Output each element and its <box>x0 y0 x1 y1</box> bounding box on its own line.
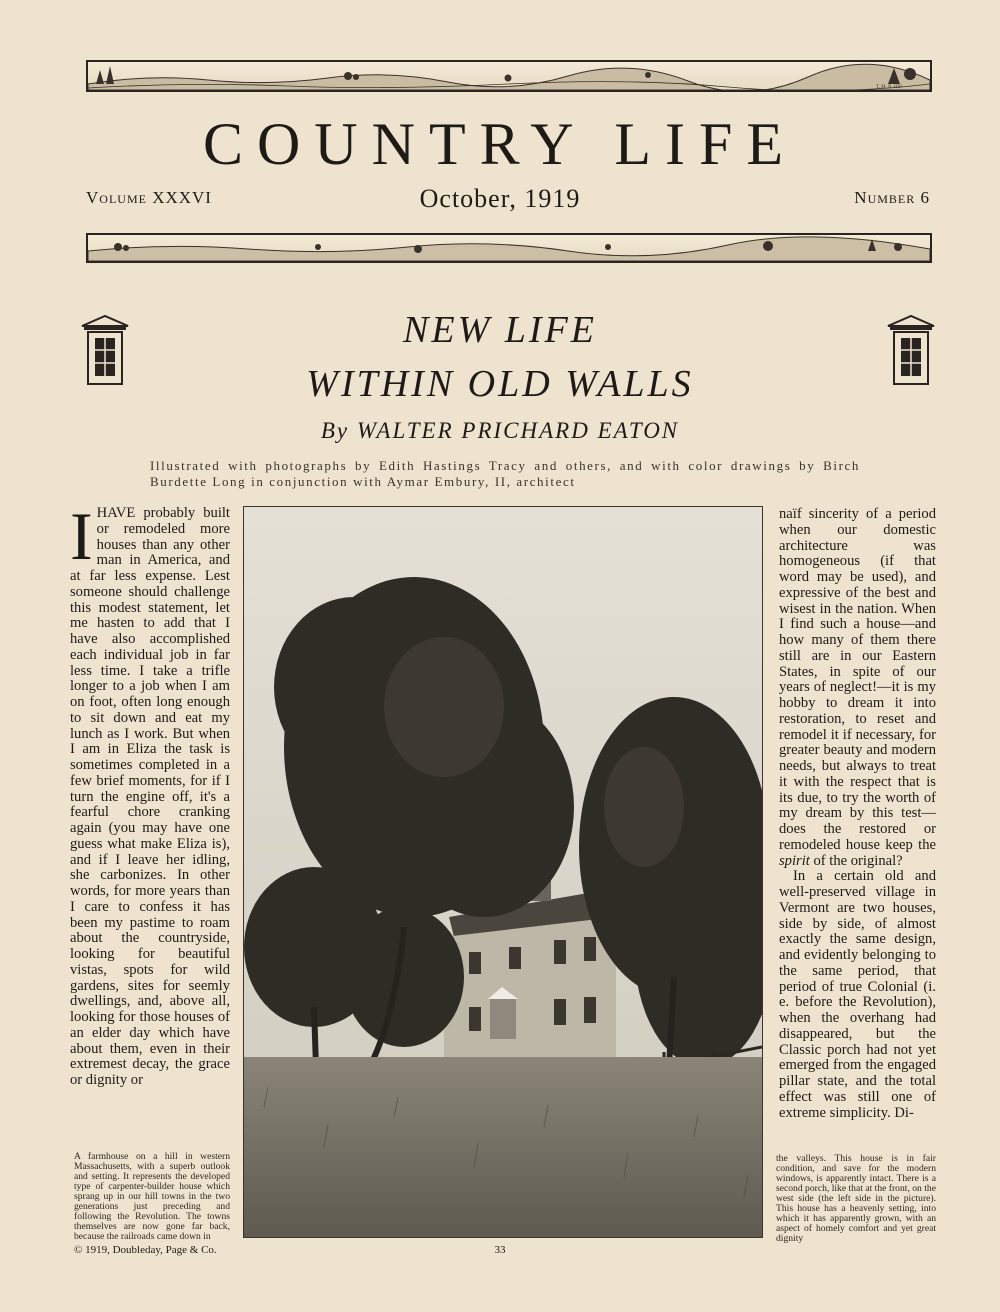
masthead-title: COUNTRY LIFE <box>202 111 798 177</box>
artist-signature: T. M. R. Hill <box>876 85 902 90</box>
right-column-paragraph-2: In a certain old and well-preserved village in Vermont are two houses, side by side, of almost exactly the same design, and evidently belonging to the same period, that period of true Colonial (i. e. before the Revolution), when the overhang had disappeared, but the Classic porch had not yet emerged from the engaged pillar state, and the total effect was still one of extreme simplicity. Di- <box>779 868 936 1121</box>
emphasis-word: spirit <box>779 852 810 869</box>
decorative-landscape-band-top <box>86 60 932 92</box>
illustration-credits: Illustrated with photographs by Edith Hastings Tracy and others, and with color drawings by Birch Burdette Long in conjunction with Aymar Embury, II, architect <box>150 458 860 489</box>
issue-number: Number 6 <box>854 188 930 207</box>
left-column-text: HAVE probably built or remodeled more houses than any other man in America, and at far less expense. Lest someone should challenge this modest statement, let me hasten to add that I have also accomplished each individual job in far less time. I take a trifle longer to a job when I am on foot, often long enough to sit down and eat my lunch as I work. But when I am in Eliza the task is sometimes completed in a few brief moments, for if I turn the engine off, it's a fearful chore cranking again (you may have one guess what make Eliza is), and if I leave her idling, she carbonizes. In other words, for more years than I care to confess it has been my pastime to roam about the countryside, looking for beautiful vistas, spots for wild gardens, sites for seemly dwellings, and, above all, looking for those houses of an elder day which have about them, even in their extremest decay, the grace or dignity or <box>70 505 230 1088</box>
copyright-notice: © 1919, Doubleday, Page & Co. <box>74 1244 217 1256</box>
article-title-line-1: NEW LIFE <box>403 309 597 351</box>
volume-label: Volume XXXVI <box>86 188 212 207</box>
photo-caption-right: the valleys. This house is in fair condition, and save for the modern windows, is apparently intact. There is a second porch, like that at the front, on the west side (the left side in the picture). This house has a heavenly setting, into which it has apparently grown, with an aspect of homely comfort and yet great dignity <box>776 1153 936 1244</box>
decorative-landscape-band-bottom <box>86 233 932 263</box>
right-column-paragraph-1: naïf sincerity of a period when our domestic architecture was homogeneous (if that word may be used), and expressive of the best and wisest in the nation. When I find such a house—and how many of them there still are in our Eastern States, in spite of our years of neglect!—it is my hobby to dream it into restoration, to reset and remodel it if necessary, for greater beauty and modern needs, but always to treat it with the respect that is its due, to try the worth of my dream by this test—does the restored or remodeled house keep the <box>779 506 936 853</box>
issue-date: October, 1919 <box>419 184 581 213</box>
article-title-line-2: WITHIN OLD WALLS <box>306 363 694 405</box>
page-number: 33 <box>494 1244 506 1256</box>
drop-cap: I <box>70 498 93 574</box>
farmhouse-photograph <box>243 506 763 1238</box>
left-text-column <box>70 498 230 1089</box>
right-text-column <box>779 507 936 1121</box>
article-byline: By WALTER PRICHARD EATON <box>320 418 680 443</box>
photo-caption-left: A farmhouse on a hill in western Massachusetts, with a superb outlook and setting. It represents the developed type of carpenter-builder house which sprang up in our hill towns in the two generations just preceding and following the Revolution. The towns themselves are now gone far back, because the railroads came down in <box>74 1151 230 1242</box>
right-column-paragraph-1-end: of the original? <box>809 852 903 869</box>
